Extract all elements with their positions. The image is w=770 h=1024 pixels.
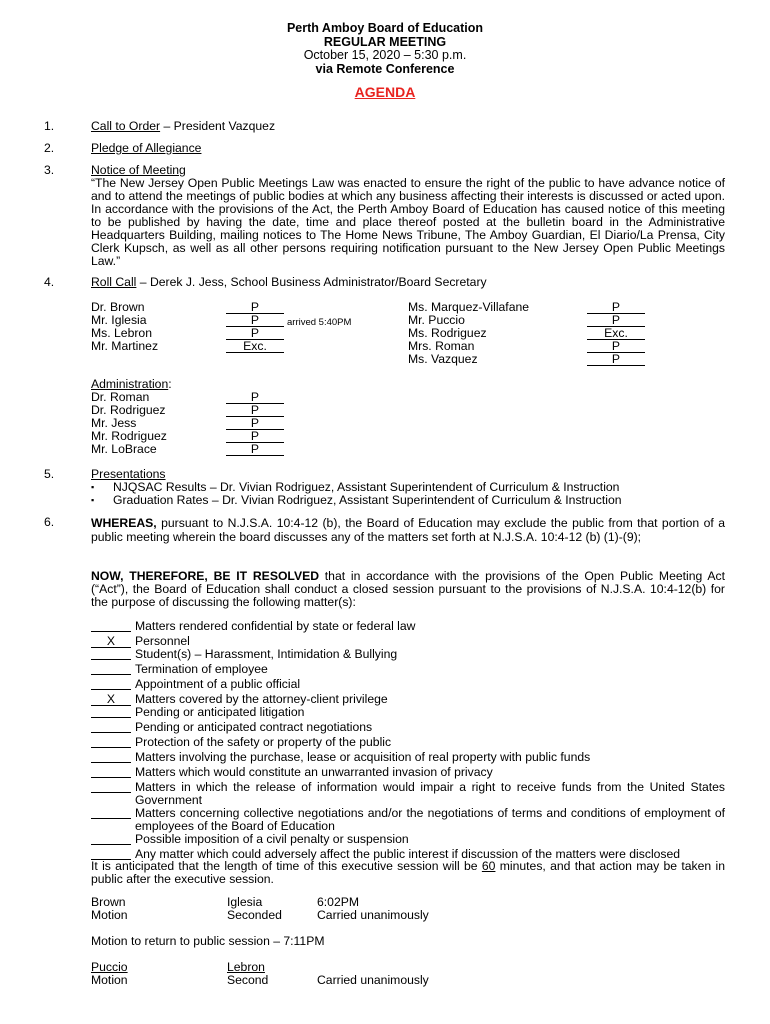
matter-text: Matters which would constitute an unwarranted invasion of privacy — [135, 765, 493, 779]
member-name: Mr. LoBrace — [91, 442, 157, 456]
item-roll-call — [91, 276, 725, 289]
member-status: P — [226, 430, 284, 443]
motion-mover-name: Puccio — [91, 960, 128, 974]
anticipated-pre: It is anticipated that the length of time of this executive session will be — [91, 859, 482, 873]
presentation-item: Graduation Rates – Dr. Vivian Rodriguez, Assistant Superintendent of Curriculum & Instruction — [113, 493, 622, 507]
item-call-to-order — [91, 120, 725, 133]
item-heading: Call to Order — [91, 119, 161, 133]
matter-mark — [91, 678, 131, 690]
member-name: Mrs. Roman — [408, 339, 475, 353]
member-name: Mr. Rodriguez — [91, 429, 167, 443]
member-status: Exc. — [587, 327, 645, 340]
matter-item — [91, 648, 725, 663]
matter-item — [91, 807, 725, 833]
item-heading: Roll Call — [91, 275, 137, 289]
anticipated-post: minutes, and that action may be taken in public after the executive session. — [91, 859, 725, 886]
administration-colon: : — [168, 377, 172, 391]
matter-text: Matters in which the release of information would impair a right to receive funds from the United States Government — [135, 780, 725, 807]
member-name: Mr. Iglesia — [91, 313, 147, 327]
member-name: Mr. Puccio — [408, 313, 465, 327]
item-number: 2. — [44, 141, 55, 155]
matter-text: Termination of employee — [135, 662, 268, 676]
resolved-lead: NOW, THEREFORE, BE IT RESOLVED — [91, 569, 320, 583]
matter-text: Matters rendered confidential by state or federal law — [135, 619, 416, 633]
motion-result: Carried unanimously — [317, 973, 429, 987]
matter-mark: X — [91, 694, 131, 706]
motion-time: 6:02PM — [317, 895, 360, 909]
matter-item — [91, 620, 725, 635]
matter-text: Personnel — [135, 634, 190, 648]
item-number: 4. — [44, 275, 55, 289]
motion-mover-role: Motion — [91, 908, 128, 922]
matters-checklist — [91, 620, 725, 863]
motion-second: Iglesia — [227, 895, 263, 909]
matter-item — [91, 706, 725, 721]
bullet-icon: ▪ — [91, 495, 95, 505]
whereas-clause — [91, 516, 725, 544]
administration-heading: Administration — [91, 377, 169, 391]
matter-mark — [91, 807, 131, 819]
matter-text: Appointment of a public official — [135, 677, 301, 691]
matter-text: Student(s) – Harassment, Intimidation & Bullying — [135, 647, 398, 661]
whereas-body: pursuant to N.J.S.A. 10:4-12 (b), the Board of Education may exclude the public from that portion of a public meeting wherein the board discusses any of the matters set forth at N.J.S.A. 10:4-12 (b) (1)-(9); — [91, 516, 725, 544]
matter-text: Matters involving the purchase, lease or acquisition of real property with public funds — [135, 750, 591, 764]
org-name: Perth Amboy Board of Education — [286, 21, 484, 35]
matter-item — [91, 736, 725, 751]
matter-text: Pending or anticipated contract negotiations — [135, 720, 373, 734]
item-text: – President Vazquez — [160, 119, 276, 133]
motion-result: Carried unanimously — [317, 908, 429, 922]
member-status: P — [226, 314, 284, 327]
member-name: Dr. Rodriguez — [91, 403, 166, 417]
resolved-body: that in accordance with the provisions of the Open Public Meeting Act (“Act”), the Board of Education shall conduct a closed session pursuant to the provisions of N.J.S.A. 10:4-12(b) for the purpose of discussing the following matter(s): — [91, 569, 725, 609]
member-status: P — [587, 353, 645, 366]
motion-mover: Brown — [91, 895, 126, 909]
matter-mark — [91, 663, 131, 675]
matter-mark — [91, 766, 131, 778]
motion-second-role: Seconded — [227, 908, 282, 922]
item-heading: Presentations — [91, 467, 166, 481]
member-name: Mr. Martinez — [91, 339, 159, 353]
matter-item — [91, 663, 725, 678]
matter-mark — [91, 736, 131, 748]
matter-mark — [91, 620, 131, 632]
matter-mark — [91, 721, 131, 733]
member-status: P — [226, 327, 284, 340]
member-status: P — [226, 391, 284, 404]
item-number: 5. — [44, 467, 55, 481]
item-heading: Notice of Meeting — [91, 163, 186, 177]
session-minutes: 60 — [481, 859, 496, 873]
meeting-location: via Remote Conference — [315, 61, 455, 76]
whereas-lead: WHEREAS, — [91, 516, 157, 530]
member-note: arrived 5:40PM — [287, 317, 352, 328]
anticipated-statement — [91, 860, 725, 886]
meeting-type: REGULAR MEETING — [323, 34, 447, 49]
member-status: P — [226, 301, 284, 314]
member-status: P — [226, 404, 284, 417]
meeting-datetime: October 15, 2020 – 5:30 p.m. — [303, 48, 467, 62]
member-status: P — [587, 301, 645, 314]
item-number: 6. — [44, 515, 55, 529]
matter-text: Matters concerning collective negotiations and/or the negotiations of terms and conditions of employment of employees of the Board of Education — [135, 806, 725, 833]
matter-text: Protection of the safety or property of the public — [135, 735, 392, 749]
item-number: 3. — [44, 163, 55, 177]
matter-mark — [91, 706, 131, 718]
matter-text: Possible imposition of a civil penalty or suspension — [135, 832, 409, 846]
member-status: P — [587, 314, 645, 327]
matter-item — [91, 678, 725, 693]
item-number: 1. — [44, 119, 55, 133]
matter-text: Matters covered by the attorney-client privilege — [135, 692, 388, 706]
bullet-icon: ▪ — [91, 482, 95, 492]
member-status: Exc. — [226, 340, 284, 353]
matter-item — [91, 833, 725, 848]
matter-mark — [91, 648, 131, 660]
resolved-clause — [91, 570, 725, 609]
item-notice-of-meeting — [91, 164, 725, 268]
matter-item — [91, 721, 725, 736]
member-name: Mr. Jess — [91, 416, 137, 430]
member-name: Dr. Roman — [91, 390, 150, 404]
return-to-public-line: Motion to return to public session – 7:11PM — [91, 934, 325, 948]
notice-body: “The New Jersey Open Public Meetings Law was enacted to ensure the right of the public to have advance notice of and to attend the meetings of public bodies at which any business affecting their interests is discussed or acted upon. In accordance with the provisions of the Act, the Perth Amboy Board of Education has caused notice of this meeting to be published by having the date, time and place thereof posted at the bulletin board in the Administrative Headquarters Building, mailing notices to The Home News Tribune, The Amboy Guardian, El Diario/La Prensa, City Clerk Kupsch, as well as all other persons requiring notification pursuant to the New Jersey Open Public Meetings Law.” — [91, 176, 725, 268]
motion-mover-role: Motion — [91, 973, 128, 987]
member-status: P — [587, 340, 645, 353]
member-status: P — [226, 443, 284, 456]
member-name: Dr. Brown — [91, 300, 145, 314]
matter-item — [91, 751, 725, 766]
item-pledge — [91, 142, 725, 155]
matter-mark — [91, 781, 131, 793]
agenda-title: AGENDA — [354, 84, 416, 100]
item-text: – Derek J. Jess, School Business Administrator/Board Secretary — [136, 275, 487, 289]
item-heading: Pledge of Allegiance — [91, 141, 202, 155]
matter-text: Any matter which could adversely affect the public interest if discussion of the matters were disclosed — [135, 847, 681, 861]
matter-item — [91, 781, 725, 807]
motion-second-name: Lebron — [227, 960, 265, 974]
member-status: P — [226, 417, 284, 430]
member-name: Ms. Lebron — [91, 326, 152, 340]
member-name: Ms. Vazquez — [408, 352, 478, 366]
member-name: Ms. Rodriguez — [408, 326, 487, 340]
matter-mark — [91, 833, 131, 845]
matter-text: Pending or anticipated litigation — [135, 705, 305, 719]
member-name: Ms. Marquez-Villafane — [408, 300, 530, 314]
presentation-item: NJQSAC Results – Dr. Vivian Rodriguez, Assistant Superintendent of Curriculum & Instruction — [113, 480, 620, 494]
matter-mark: X — [91, 636, 131, 648]
matter-mark — [91, 751, 131, 763]
motion-second-role: Second — [227, 973, 269, 987]
matter-item — [91, 766, 725, 781]
document-header — [0, 22, 770, 76]
